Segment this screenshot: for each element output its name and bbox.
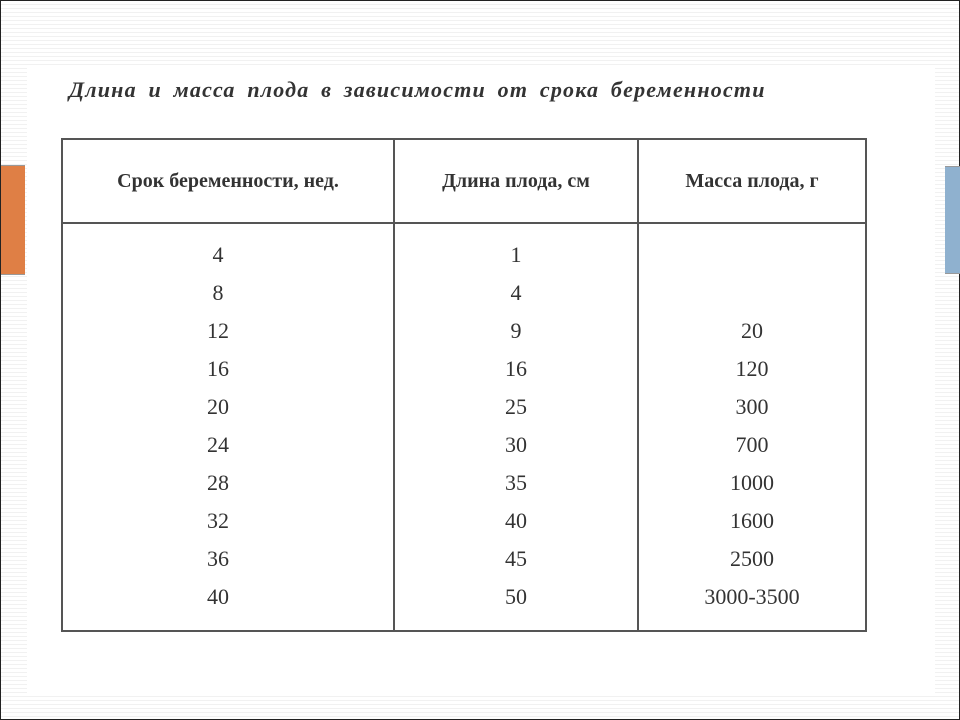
table-header-row: [63, 140, 865, 224]
cell-mass: 1000: [730, 470, 774, 495]
cell-mass: 1600: [730, 508, 774, 533]
column-fetal-mass: [639, 236, 865, 616]
cell-mass: 120: [735, 356, 769, 381]
right-accent-line-top: [945, 166, 960, 167]
cell-length: 30: [505, 432, 527, 457]
cell-week: 16: [207, 356, 229, 381]
cell-length: 35: [505, 470, 527, 495]
left-accent-bar: [1, 166, 25, 274]
cell-mass: 20: [741, 318, 763, 343]
cell-mass: 3000-3500: [704, 584, 800, 609]
cell-mass: [639, 236, 865, 274]
data-table: [61, 138, 867, 632]
cell-week: 32: [207, 508, 229, 533]
right-accent-bar: [945, 167, 960, 273]
column-fetal-length: [395, 236, 637, 616]
cell-length: 40: [505, 508, 527, 533]
column-gestation-week: [63, 236, 373, 616]
cell-length: 25: [505, 394, 527, 419]
header-fetal-mass: Масса плода, г: [685, 170, 819, 192]
cell-length: 1: [510, 242, 522, 267]
cell-length: 16: [505, 356, 527, 381]
cell-week: 24: [207, 432, 229, 457]
cell-mass: 2500: [730, 546, 774, 571]
table-title: Длина и масса плода в зависимости от срока беременности: [69, 77, 766, 102]
right-accent-line-bottom: [945, 273, 960, 274]
cell-week: 36: [207, 546, 229, 571]
cell-week: 8: [212, 280, 224, 305]
cell-length: 4: [510, 280, 522, 305]
cell-mass: [639, 274, 865, 312]
cell-week: 12: [207, 318, 229, 343]
cell-week: 40: [207, 584, 229, 609]
left-accent-line-top: [1, 165, 25, 166]
cell-length: 45: [505, 546, 527, 571]
header-fetal-length: Длина плода, см: [442, 170, 590, 192]
header-gestation-week: Срок беременности, нед.: [117, 170, 339, 192]
cell-week: 28: [207, 470, 229, 495]
cell-length: 50: [505, 584, 527, 609]
cell-mass: 300: [735, 394, 769, 419]
cell-week: 20: [207, 394, 229, 419]
cell-mass: 700: [735, 432, 769, 457]
left-accent-line-bottom: [1, 274, 25, 275]
cell-week: 4: [212, 242, 224, 267]
cell-length: 9: [510, 318, 522, 343]
